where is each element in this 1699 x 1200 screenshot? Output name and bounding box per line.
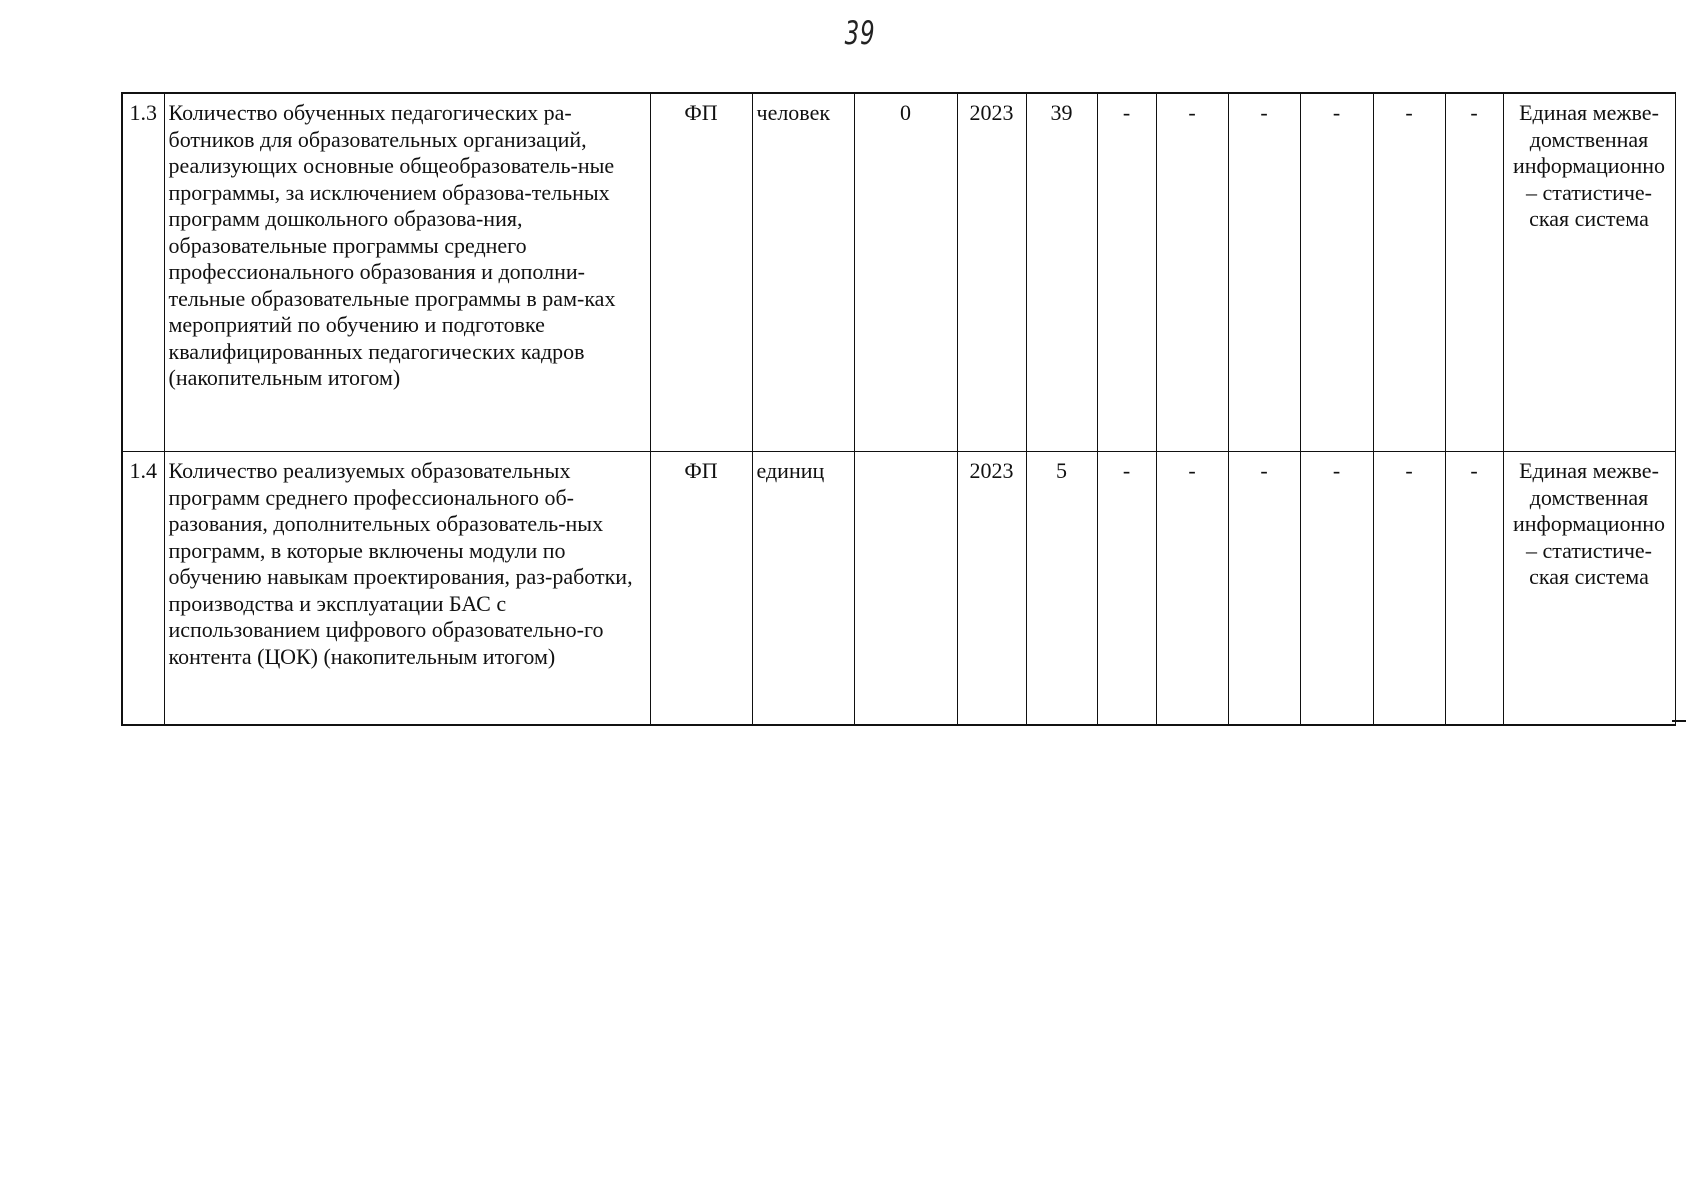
row-number: 1.3 bbox=[122, 93, 164, 452]
indicators-table bbox=[121, 92, 1676, 726]
year-value: - bbox=[1300, 452, 1373, 726]
year-value: - bbox=[1156, 452, 1228, 726]
base-value: 0 bbox=[854, 93, 957, 452]
year-value: - bbox=[1300, 93, 1373, 452]
indicator-name: Количество обученных педагогических ра-ботников для образовательных организаций, реализующих основные общеобразователь-ные программы, за исключением образова-тельных программ дошкольного образова-ния, образовательные программы среднего профессионального образования и дополни-тельные образовательные программы в рам-ках мероприятий по обучению и подготовке квалифицированных педагогических кадров (накопительным итогом) bbox=[164, 93, 650, 452]
target-value: 39 bbox=[1026, 93, 1097, 452]
table-row bbox=[122, 93, 1675, 452]
year-value: - bbox=[1373, 93, 1445, 452]
year-value: - bbox=[1445, 452, 1503, 726]
unit-of-measure: человек bbox=[752, 93, 854, 452]
indicator-level: ФП bbox=[650, 93, 752, 452]
year-value: - bbox=[1445, 93, 1503, 452]
year-value: - bbox=[1228, 452, 1300, 726]
target-value: 5 bbox=[1026, 452, 1097, 726]
information-source: Единая межве-домственная информационно – статистиче-ская система bbox=[1503, 452, 1675, 726]
table-border-extension bbox=[1672, 720, 1686, 722]
table-row bbox=[122, 452, 1675, 726]
indicator-name: Количество реализуемых образовательных программ среднего профессионального об-разования, дополнительных образователь-ных программ, в которые включены модули по обучению навыкам проектирования, раз-работки, производства и эксплуатации БАС с использованием цифрового образовательно-го контента (ЦОК) (накопительным итогом) bbox=[164, 452, 650, 726]
year-value: - bbox=[1156, 93, 1228, 452]
base-value bbox=[854, 452, 957, 726]
unit-of-measure: единиц bbox=[752, 452, 854, 726]
indicator-level: ФП bbox=[650, 452, 752, 726]
base-year: 2023 bbox=[957, 93, 1026, 452]
year-value: - bbox=[1228, 93, 1300, 452]
information-source: Единая межве-домственная информационно – статистиче-ская система bbox=[1503, 93, 1675, 452]
row-number: 1.4 bbox=[122, 452, 164, 726]
year-value: - bbox=[1373, 452, 1445, 726]
page-number: 39 bbox=[844, 14, 876, 52]
year-value: - bbox=[1097, 93, 1156, 452]
base-year: 2023 bbox=[957, 452, 1026, 726]
year-value: - bbox=[1097, 452, 1156, 726]
